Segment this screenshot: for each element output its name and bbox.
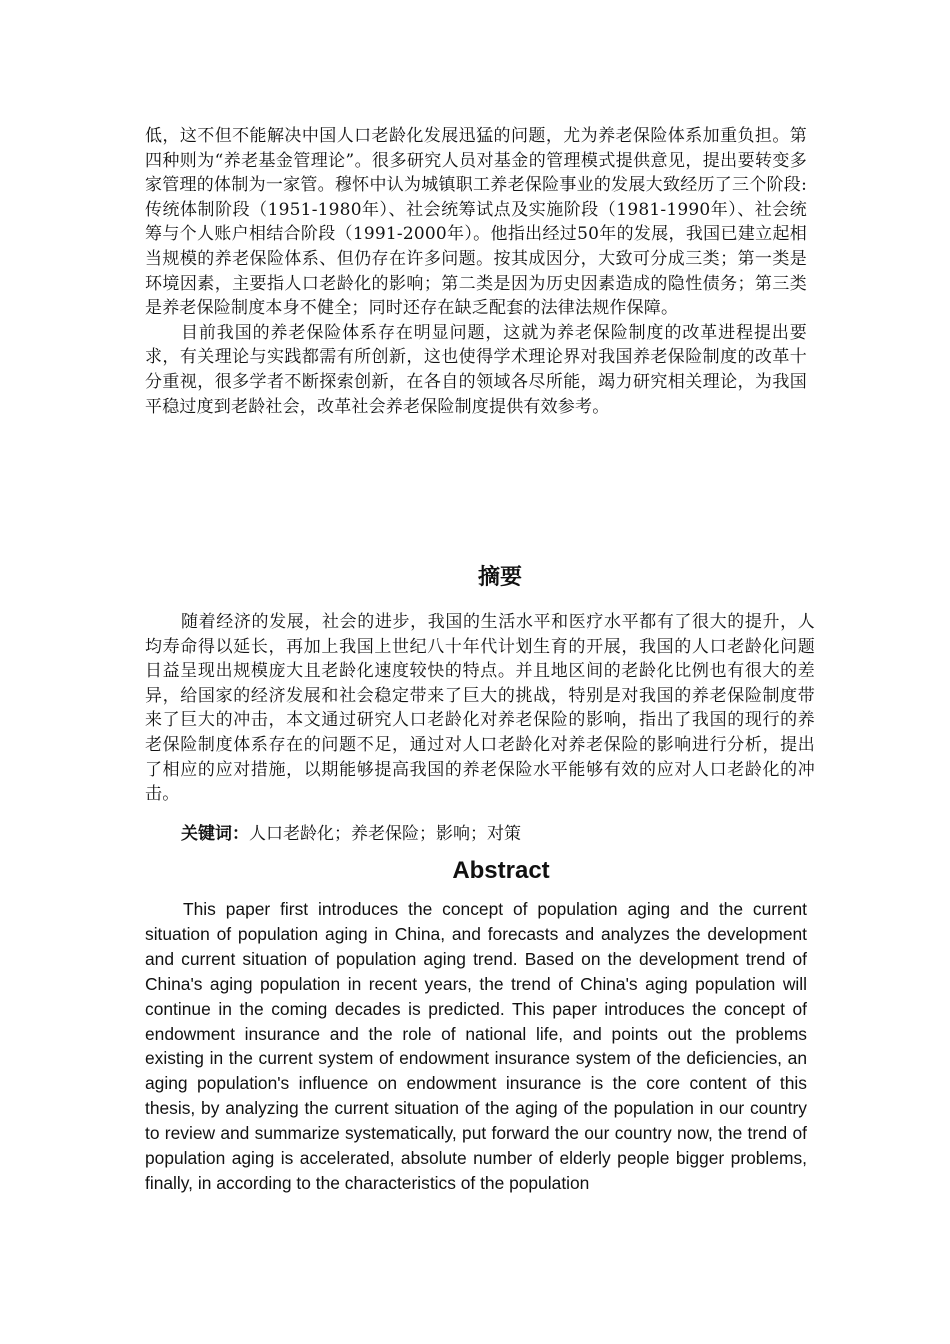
keywords-text: 人口老龄化；养老保险；影响；对策 (249, 824, 521, 844)
document-page (145, 124, 815, 1193)
body-paragraph-continued: 低，这不但不能解决中国人口老龄化发展迅猛的问题，尤为养老保险体系加重负担。第四种则为“养老基金管理论”。很多研究人员对基金的管理模式提供意见，提出要转变多家管理的体制为一家管。穆怀中认为城镇职工养老保险事业的发展大致经历了三个阶段:传统体制阶段（1951-1980年）、社会统筹试点及实施阶段（1981-1990年）、社会统筹与个人账户相结合阶段（1991-2000年）。他指出经过50年的发展，我国已建立起相当规模的养老保险体系、但仍存在许多问题。按其成因分，大致可分成三类；第一类是环境因素，主要指人口老龄化的影响；第二类是因为历史因素造成的隐性债务；第三类是养老保险制度本身不健全；同时还存在缺乏配套的法律法规作保障。 (145, 126, 807, 319)
keywords-line (181, 822, 521, 846)
keywords-label: 关键词： (181, 824, 249, 844)
body-paragraph: 目前我国的养老保险体系存在明显问题，这就为养老保险制度的改革进程提出要求，有关理论与实践都需有所创新，这也使得学术理论界对我国养老保险制度的改革十分重视，很多学者不断探索创新，在各自的领域各尽所能，竭力研究相关理论，为我国平稳过度到老龄社会，改革社会养老保险制度提供有效参考。 (145, 322, 807, 417)
abstract-en-text: This paper first introduces the concept of population aging and the current situation of population aging in China, and forecasts and analyzes the development and current situation of population aging trend. Based on the development trend of China's aging population in recent years, the trend of China's aging population will continue in the coming decades is predicted. This paper introduces the concept of endowment insurance and the role of national life, and points out the problems existing in the current system of endowment insurance system of the deficiencies, an aging population's influence on endowment insurance is the core content of this thesis, by analyzing the current situation of the aging of the population in our country to review and summarize systematically, put forward the our country now, the trend of population aging is accelerated, absolute number of elderly people bigger problems, finally, in according to the characteristics of the population (145, 899, 807, 1193)
abstract-en-heading: Abstract (452, 857, 550, 884)
abstract-zh-text: 随着经济的发展，社会的进步，我国的生活水平和医疗水平都有了很大的提升，人均寿命得以延长，再加上我国上世纪八十年代计划生育的开展，我国的人口老龄化问题日益呈现出规模庞大且老龄化速度较快的特点。并且地区间的老龄化比例也有很大的差异，给国家的经济发展和社会稳定带来了巨大的挑战，特别是对我国的养老保险制度带来了巨大的冲击，本文通过研究人口老龄化对养老保险的影响，指出了我国的现行的养老保险制度体系存在的问题不足，通过对人口老龄化对养老保险的影响进行分析，提出了相应的应对措施，以期能够提高我国的养老保险水平能够有效的应对人口老龄化的冲击。 (145, 612, 815, 805)
abstract-zh-heading: 摘要 (477, 565, 522, 590)
